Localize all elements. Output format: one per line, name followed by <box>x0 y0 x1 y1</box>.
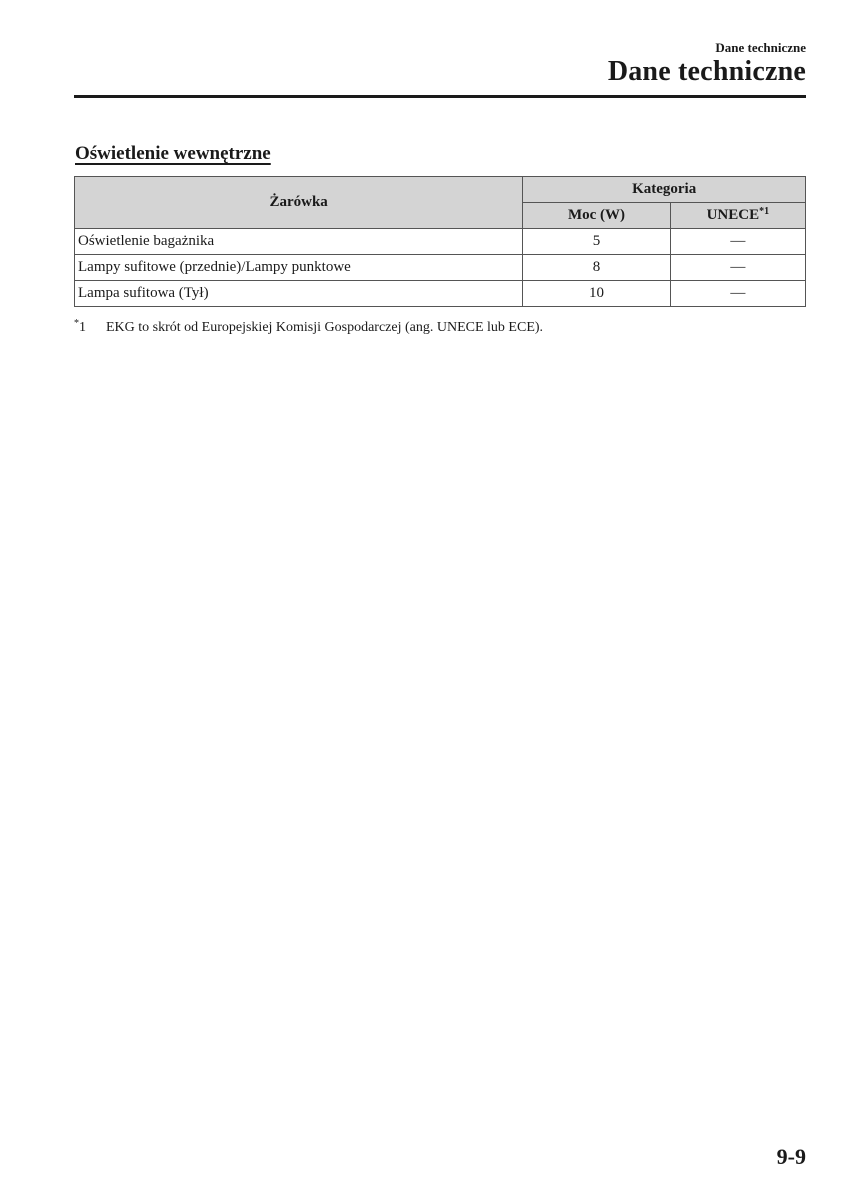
chapter-title: Dane techniczne <box>607 56 806 87</box>
footnote-text: EKG to skrót od Europejskiej Komisji Gospodarczej (ang. UNECE lub ECE). <box>106 320 544 335</box>
column-header-unece-label: UNECE <box>706 207 760 223</box>
section-title: Oświetlenie wewnętrzne <box>75 143 271 164</box>
column-header-unece <box>670 203 805 229</box>
bulb-power: 5 <box>523 229 670 255</box>
header-divider <box>74 95 806 98</box>
bulb-name: Oświetlenie bagażnika <box>75 229 523 255</box>
footnote <box>74 320 543 336</box>
bulb-unece: — <box>670 255 805 281</box>
table-row <box>75 255 806 281</box>
bulb-table <box>74 176 806 307</box>
column-header-power: Moc (W) <box>523 203 670 229</box>
running-header: Dane techniczne <box>715 40 806 55</box>
table-row <box>75 281 806 307</box>
bulb-name: Lampy sufitowe (przednie)/Lampy punktowe <box>75 255 523 281</box>
footnote-asterisk: * <box>74 318 79 329</box>
table-row <box>75 229 806 255</box>
bulb-unece: — <box>670 229 805 255</box>
bulb-unece: — <box>670 281 805 307</box>
column-header-category: Kategoria <box>523 177 806 203</box>
footnote-reference: *1 <box>759 206 770 217</box>
footnote-marker <box>74 320 106 336</box>
page-number: 9-9 <box>776 1144 806 1169</box>
bulb-power: 10 <box>523 281 670 307</box>
column-header-bulb: Żarówka <box>75 177 523 229</box>
bulb-name: Lampa sufitowa (Tył) <box>75 281 523 307</box>
bulb-power: 8 <box>523 255 670 281</box>
footnote-number: 1 <box>79 320 86 335</box>
